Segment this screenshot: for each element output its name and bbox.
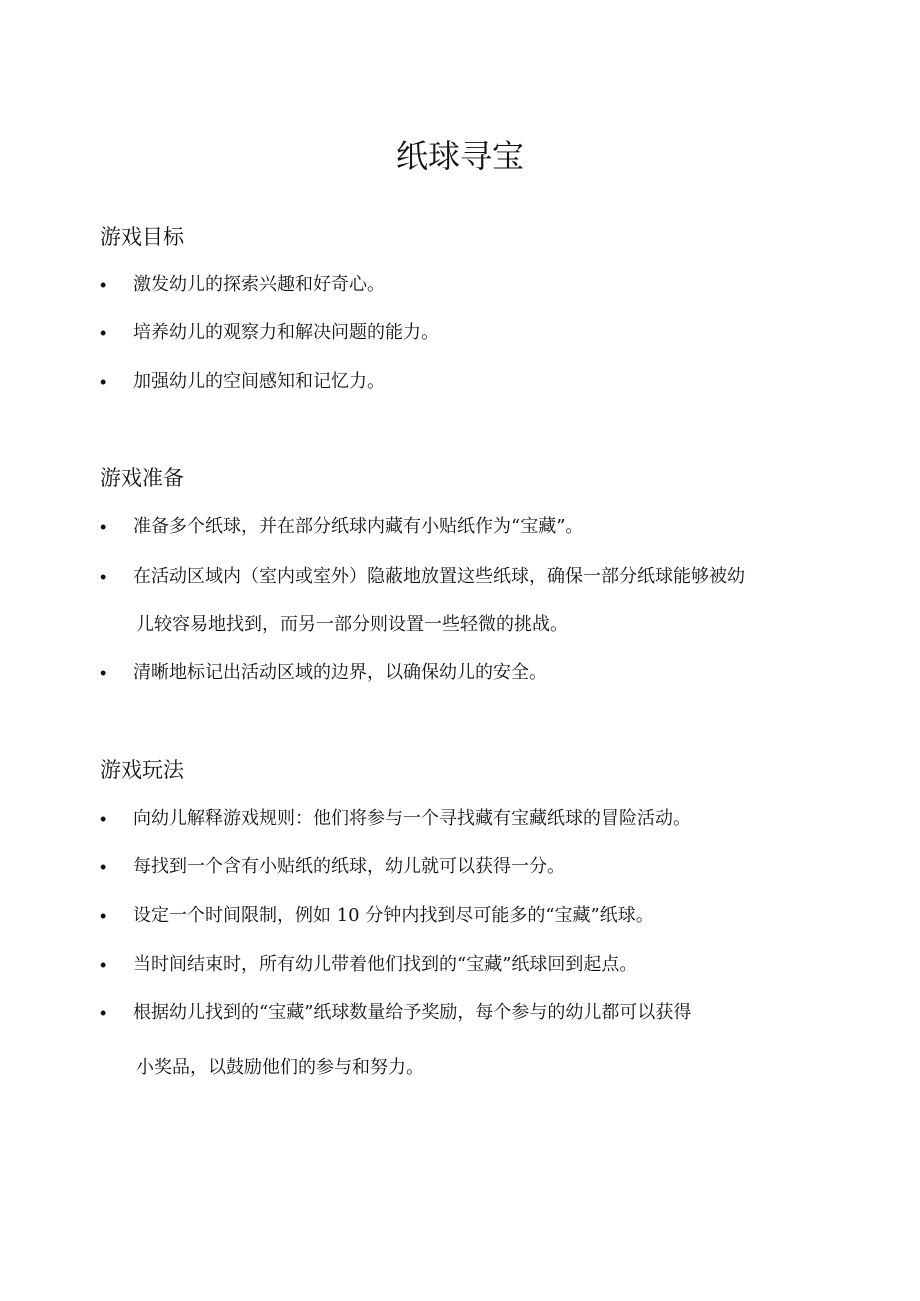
section-heading-goals: 游戏目标: [100, 225, 184, 249]
goal-item: 加强幼儿的空间感知和记忆力。: [133, 371, 385, 392]
bullet-icon: •: [100, 906, 107, 926]
bullet-icon: •: [100, 372, 107, 392]
bullet-icon: •: [100, 857, 107, 877]
document-title: 纸球寻宝: [395, 137, 524, 175]
bullet-icon: •: [100, 663, 107, 683]
goal-item: 激发幼儿的探索兴趣和好奇心。: [133, 274, 385, 295]
bullet-icon: •: [100, 567, 107, 587]
bullet-icon: •: [100, 275, 107, 295]
bullet-icon: •: [100, 1003, 107, 1023]
gameplay-item: 当时间结束时，所有幼儿带着他们找到的“宝藏”纸球回到起点。: [133, 954, 638, 975]
preparation-item: 准备多个纸球，并在部分纸球内藏有小贴纸作为“宝藏”。: [133, 516, 584, 537]
preparation-item: 在活动区域内（室内或室外）隐蔽地放置这些纸球，确保一部分纸球能够被幼: [133, 566, 745, 587]
bullet-icon: •: [100, 955, 107, 975]
bullet-icon: •: [100, 323, 107, 343]
gameplay-item: 根据幼儿找到的“宝藏”纸球数量给予奖励，每个参与的幼儿都可以获得: [133, 1002, 692, 1023]
gameplay-item: 向幼儿解释游戏规则：他们将参与一个寻找藏有宝藏纸球的冒险活动。: [133, 808, 691, 829]
preparation-item-continuation: 儿较容易地找到，而另一部分则设置一些轻微的挑战。: [136, 614, 568, 635]
section-heading-preparation: 游戏准备: [100, 466, 184, 490]
goal-item: 培养幼儿的观察力和解决问题的能力。: [133, 322, 439, 343]
gameplay-item: 设定一个时间限制，例如 10 分钟内找到尽可能多的“宝藏”纸球。: [133, 905, 654, 926]
bullet-icon: •: [100, 517, 107, 537]
section-heading-gameplay: 游戏玩法: [100, 758, 184, 782]
gameplay-item: 每找到一个含有小贴纸的纸球，幼儿就可以获得一分。: [133, 856, 565, 877]
bullet-icon: •: [100, 809, 107, 829]
gameplay-item-continuation: 小奖品，以鼓励他们的参与和努力。: [136, 1057, 424, 1078]
preparation-item: 清晰地标记出活动区域的边界，以确保幼儿的安全。: [133, 662, 547, 683]
